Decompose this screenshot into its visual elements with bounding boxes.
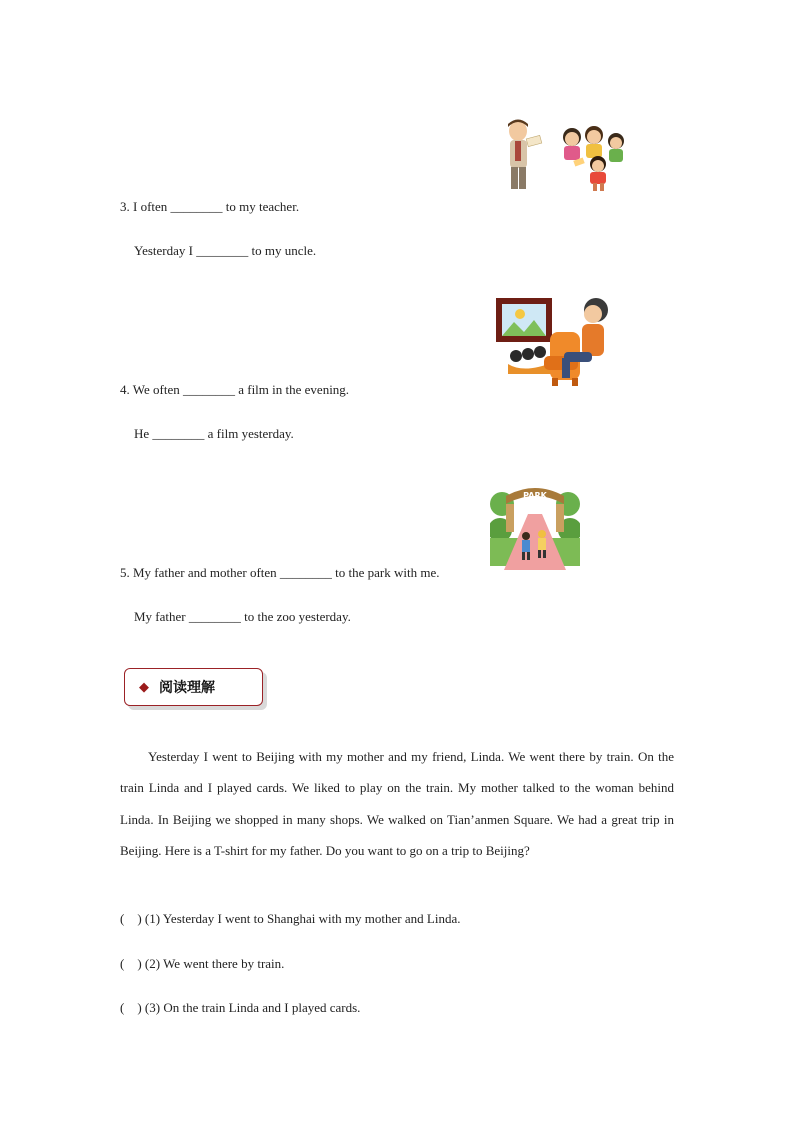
park-sign-text: PARK [523,491,547,500]
exercise-5-line-2: My father ________ to the zoo yesterday. [134,609,351,624]
reading-passage [120,741,674,866]
exercise-5-line-1: 5. My father and mother often ________ to the park with me. [120,565,440,580]
question-1: ( ) (1) Yesterday I went to Shanghai with my mother and Linda. [120,911,461,926]
exercise-4-line-1: 4. We often ________ a film in the evening. [120,382,350,397]
reading-section-header [124,668,263,706]
question-3: ( ) (3) On the train Linda and I played cards. [120,1000,361,1015]
watching-film-picture [494,292,618,390]
diamond-bullet-icon: ◆ [139,679,149,695]
passage-text: Yesterday I went to Beijing with my mother and my friend, Linda. We went there by train. On the train Linda and I played cards. We liked to play on the train. My mother talked to the woman behind Linda. In Beijing we shopped in many shops. We walked on Tian’anmen Square. We had a great trip in Beijing. Here is a T-shirt for my father. Do you want to go on a trip to Beijing? [120,749,674,858]
question-2: ( ) (2) We went there by train. [120,956,285,971]
park-picture [490,474,580,570]
exercise-3-line-1: 3. I often ________ to my teacher. [120,199,300,214]
section-title: 阅读理解 [159,680,215,696]
exercise-4-line-2: He ________ a film yesterday. [134,426,294,441]
exercise-3-line-2: Yesterday I ________ to my uncle. [134,243,317,258]
teacher-children-picture [498,119,628,193]
